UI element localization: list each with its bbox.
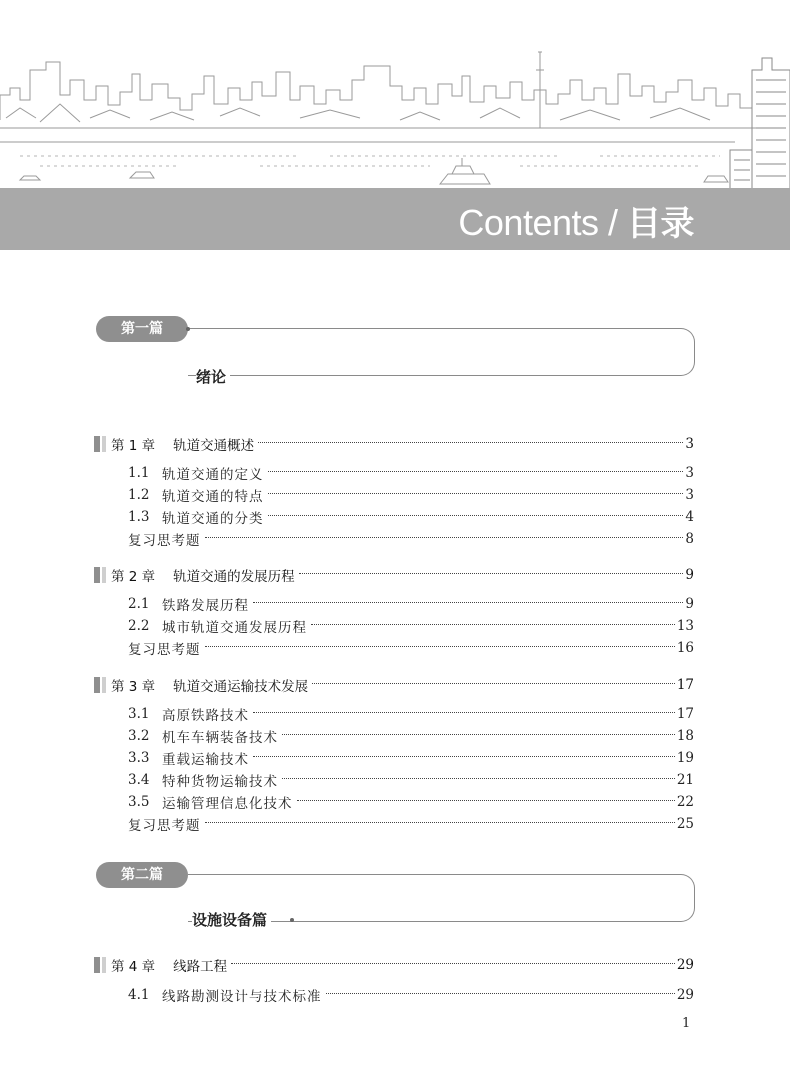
- dot-leader: [297, 800, 675, 801]
- entry-number: 3.1: [128, 706, 150, 722]
- entry-page: 22: [676, 794, 694, 810]
- entry-number: 2.2: [128, 618, 150, 634]
- entry-page: 19: [676, 750, 694, 766]
- chapter-title: 轨道交通概述: [173, 438, 255, 454]
- entry-title: 机车车辆装备技术: [162, 730, 278, 746]
- chapter-label: 第 2 章: [111, 569, 156, 585]
- chapter-marker-icon: [94, 567, 108, 583]
- toc-entry-3-2[interactable]: [128, 726, 694, 746]
- toc-entry-1-2[interactable]: [128, 485, 694, 505]
- dot-leader: [326, 993, 675, 994]
- chapter-page: 17: [676, 677, 694, 693]
- chapter-4[interactable]: [94, 955, 694, 975]
- contents-banner: [0, 188, 790, 250]
- dot-leader: [299, 573, 684, 574]
- toc-entry-4-1[interactable]: [128, 985, 694, 1005]
- entry-page: 4: [685, 509, 694, 525]
- toc-entry-2-1[interactable]: [128, 594, 694, 614]
- part-1-frame-dot: [186, 327, 190, 331]
- entry-title: 城市轨道交通发展历程: [162, 620, 307, 636]
- entry-page: 25: [676, 816, 694, 832]
- entry-title: 轨道交通的分类: [162, 511, 264, 527]
- part-2-title-dot: [290, 918, 294, 922]
- chapter-label: 第 1 章: [111, 438, 156, 454]
- chapter-title: 线路工程: [173, 959, 228, 975]
- dot-leader: [253, 602, 683, 603]
- chapter-page: 29: [676, 957, 694, 973]
- part-1-frame: [188, 328, 695, 376]
- dot-leader: [282, 734, 675, 735]
- chapter-1[interactable]: [94, 434, 694, 454]
- part-1-title: 绪论: [196, 366, 230, 387]
- chapter-3[interactable]: [94, 675, 694, 695]
- entry-page: 3: [685, 487, 694, 503]
- dot-leader: [268, 493, 684, 494]
- entry-number: 2.1: [128, 596, 150, 612]
- entry-title: 重载运输技术: [162, 752, 249, 768]
- entry-title: 复习思考题: [128, 642, 201, 658]
- contents-title-en: Contents /: [458, 202, 627, 243]
- dot-leader: [253, 756, 675, 757]
- entry-number: 3.2: [128, 728, 150, 744]
- chapter-page: 3: [685, 436, 694, 452]
- dot-leader: [268, 471, 684, 472]
- entry-title: 运输管理信息化技术: [162, 796, 293, 812]
- toc-entry-1-1[interactable]: [128, 463, 694, 483]
- entry-title: 铁路发展历程: [162, 598, 249, 614]
- entry-title: 轨道交通的定义: [162, 467, 264, 483]
- toc-entry-2-2[interactable]: [128, 616, 694, 636]
- entry-page: 8: [685, 531, 694, 547]
- dot-leader: [231, 963, 675, 964]
- entry-title: 复习思考题: [128, 818, 201, 834]
- dot-leader: [205, 646, 675, 647]
- entry-page: 21: [676, 772, 694, 788]
- entry-number: 3.5: [128, 794, 150, 810]
- part-2-label: 第二篇: [96, 862, 188, 888]
- toc-entry-3-3[interactable]: [128, 748, 694, 768]
- dot-leader: [312, 683, 675, 684]
- entry-number: 4.1: [128, 987, 150, 1003]
- toc-entry-3-5[interactable]: [128, 792, 694, 812]
- toc-entry-3-4[interactable]: [128, 770, 694, 790]
- chapter-page: 9: [685, 567, 694, 583]
- entry-page: 18: [676, 728, 694, 744]
- contents-title: [458, 196, 694, 245]
- page-number: 1: [682, 1016, 691, 1031]
- entry-page: 16: [676, 640, 694, 656]
- entry-number: 1.3: [128, 509, 150, 525]
- entry-title: 轨道交通的特点: [162, 489, 264, 505]
- entry-number: 1.2: [128, 487, 150, 503]
- dot-leader: [205, 537, 684, 538]
- dot-leader: [205, 822, 675, 823]
- entry-page: 29: [676, 987, 694, 1003]
- chapter-label: 第 4 章: [111, 959, 156, 975]
- part-2-title: 设施设备篇: [192, 909, 271, 930]
- toc-entry-1-review[interactable]: [128, 529, 694, 549]
- entry-title: 高原铁路技术: [162, 708, 249, 724]
- toc-entry-1-3[interactable]: [128, 507, 694, 527]
- entry-page: 17: [676, 706, 694, 722]
- entry-page: 13: [676, 618, 694, 634]
- chapter-title: 轨道交通的发展历程: [173, 569, 295, 585]
- dot-leader: [258, 442, 683, 443]
- chapter-marker-icon: [94, 957, 108, 973]
- entry-title: 特种货物运输技术: [162, 774, 278, 790]
- toc-entry-3-review[interactable]: [128, 814, 694, 834]
- entry-title: 线路勘测设计与技术标准: [162, 989, 322, 1005]
- chapter-label: 第 3 章: [111, 679, 156, 695]
- dot-leader: [268, 515, 684, 516]
- entry-page: 3: [685, 465, 694, 481]
- city-skyline-illustration: [0, 0, 790, 190]
- part-1-label: 第一篇: [96, 316, 188, 342]
- entry-number: 1.1: [128, 465, 150, 481]
- chapter-2[interactable]: [94, 565, 694, 585]
- dot-leader: [282, 778, 675, 779]
- dot-leader: [253, 712, 675, 713]
- entry-number: 3.4: [128, 772, 150, 788]
- chapter-marker-icon: [94, 677, 108, 693]
- contents-title-cn: 目录: [627, 204, 694, 244]
- entry-page: 9: [685, 596, 694, 612]
- dot-leader: [311, 624, 675, 625]
- toc-entry-2-review[interactable]: [128, 638, 694, 658]
- chapter-marker-icon: [94, 436, 108, 452]
- toc-entry-3-1[interactable]: [128, 704, 694, 724]
- entry-number: 3.3: [128, 750, 150, 766]
- chapter-title: 轨道交通运输技术发展: [173, 679, 309, 695]
- entry-title: 复习思考题: [128, 533, 201, 549]
